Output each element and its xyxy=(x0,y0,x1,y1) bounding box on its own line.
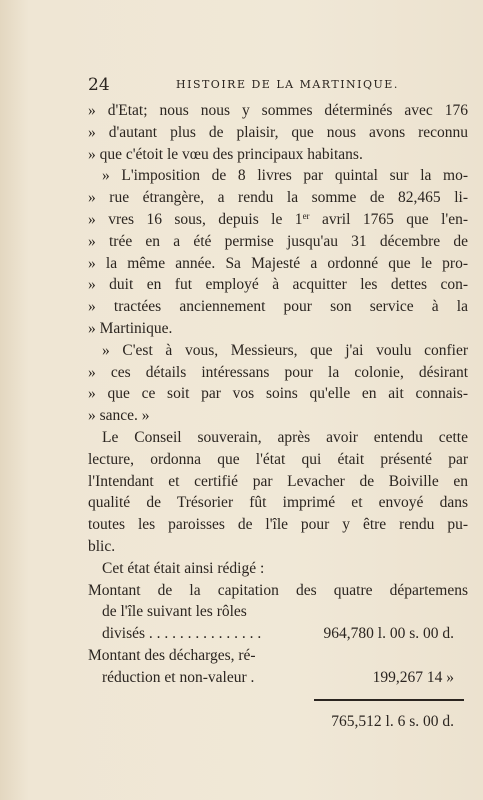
text-line: » d'Etat; nous nous y sommes déterminés avec 176 xyxy=(88,102,468,119)
text-line xyxy=(88,209,468,231)
page-body xyxy=(88,100,468,732)
text-line: Cet état était ainsi rédigé : xyxy=(102,559,265,577)
text-line: » que c'étoit le vœu des principaux habitans. xyxy=(88,145,363,163)
text-line: » d'autant plus de plaisir, que nous avons reconnu xyxy=(88,123,468,141)
ledger-row xyxy=(88,623,468,645)
text-line: » trée en a été permise jusqu'au 31 décembre de xyxy=(88,232,468,250)
text-line: » C'est à vous, Messieurs, que j'ai voulu confier xyxy=(102,341,468,359)
text-line: » ces détails intéressans pour la colonie, désirant xyxy=(88,363,468,381)
ledger-label: divisés . . . . . . . . . . . . . . . xyxy=(102,625,262,643)
ledger-total-row xyxy=(88,711,468,733)
text-line: Le Conseil souverain, après avoir entendu cette xyxy=(102,428,468,446)
text-line: Montant de la capitation des quatre départemens xyxy=(88,581,468,599)
ledger-value: 199,267 14 » xyxy=(372,668,454,686)
superscript: er xyxy=(302,210,310,221)
text-line: » tractées anciennement pour son service à la xyxy=(88,298,468,316)
page-header xyxy=(88,75,483,95)
text-line: de l'île suivant les rôles xyxy=(102,603,247,621)
running-title: HISTOIRE DE LA MARTINIQUE. xyxy=(176,78,399,91)
ledger-total: 765,512 l. 6 s. 00 d. xyxy=(331,712,454,730)
text-line: » que ce soit par vos soins qu'elle en ait connais- xyxy=(88,385,468,403)
text-line: » duit en fut employé à acquitter les dettes con- xyxy=(88,276,468,294)
text-fragment: avril 1765 que l'en- xyxy=(309,210,468,228)
ledger-row xyxy=(88,667,468,689)
text-line: l'Intendant et certifié par Levacher de Boiville en xyxy=(88,472,468,490)
text-line: » la même année. Sa Majesté a ordonné que le pro- xyxy=(88,254,468,272)
total-rule xyxy=(314,699,464,701)
text-line: lecture, ordonna que l'état qui était présenté par xyxy=(88,450,468,468)
text-fragment: » vres 16 sous, depuis le 1 xyxy=(88,210,303,228)
text-line: » sance. » xyxy=(88,407,150,425)
text-line: qualité de Trésorier fût imprimé et envoyé dans xyxy=(88,494,468,512)
ledger-value: 964,780 l. 00 s. 00 d. xyxy=(323,625,454,643)
text-line: » rue étrangère, a rendu la somme de 82,465 li- xyxy=(88,189,468,207)
text-line: Montant des décharges, ré- xyxy=(88,646,256,664)
text-line: » L'imposition de 8 livres par quintal sur la mo- xyxy=(102,167,468,185)
ledger-label: réduction et non-valeur . xyxy=(102,668,255,686)
text-line: » Martinique. xyxy=(88,319,173,337)
page-number: 24 xyxy=(88,75,110,95)
text-line: blic. xyxy=(88,537,116,555)
text-line: toutes les paroisses de l'île pour y être rendu pu- xyxy=(88,516,468,534)
